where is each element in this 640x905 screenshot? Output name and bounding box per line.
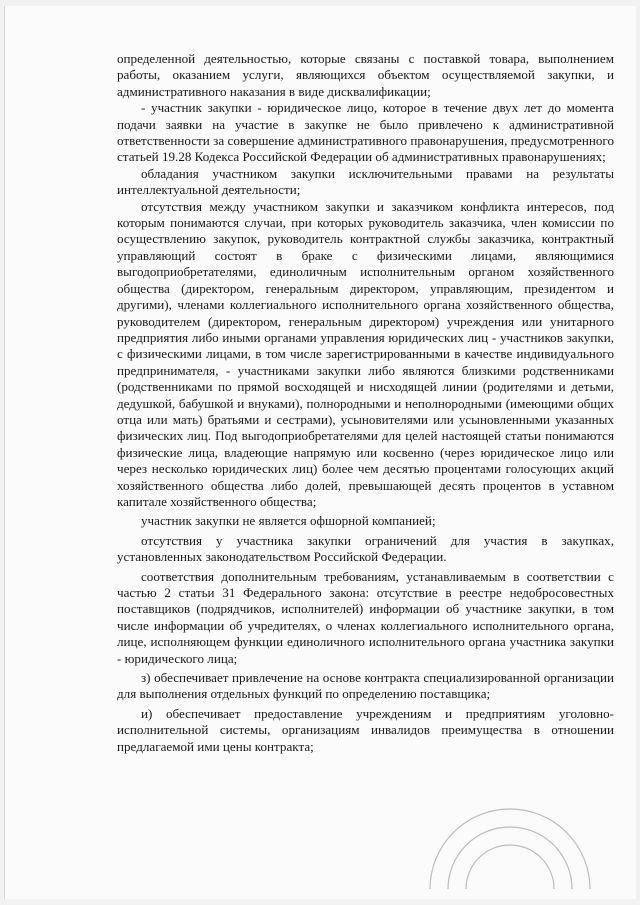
paragraph-3: обладания участником закупки исключительными правами на результаты интеллектуальной деятельности; [117,165,614,198]
paragraph-4: отсутствия между участником закупки и заказчиком конфликта интересов, под которым понимаются случаи, при которых руководитель заказчика, член комиссии по осуществлению закупок, руководитель контрактной службы заказчика, контрактный управляющий состоят в браке с физическими лицами, являющимися выгодоприобретателями, единоличным исполнительным органом хозяйственного общества (директором, генеральным директором, управляющим, президентом и другими), членами коллегиального исполнительного органа хозяйственного общества, руководителем (директором, генеральным директором) учреждения или унитарного предприятия либо иными органами управления юридических лиц - участников закупки, с физическими лицами, в том числе зарегистрированными в качестве индивидуального предпринимателя, - участниками закупки либо являются близкими родственниками (родственниками по прямой восходящей и нисходящей линии (родителями и детьми, дедушкой, бабушкой и внуками), полнородными и неполнородными (имеющими общих отца или мать) братьями и сестрами), усыновителями или усыновленными указанных физических лиц. Под выгодоприобретателями для целей настоящей статьи понимаются физические лица, владеющие напрямую или косвенно (через юридическое лицо или через несколько юридических лиц) более чем десятью процентами голосующих акций хозяйственного общества либо долей, превышающей десять процентов в уставном капитале хозяйственного общества; [117,198,614,509]
paragraph-8: з) обеспечивает привлечение на основе контракта специализированной организации для выполнения отдельных функций по определению поставщика; [117,670,614,702]
document-body [117,51,614,755]
paragraph-2: - участник закупки - юридическое лицо, которое в течение двух лет до момента подачи заявки на участие в закупке не было привлечено к административной ответственности за совершение административного правонарушения, предусмотренного статьей 19.28 Кодекса Российской Федерации об административных правонарушениях; [117,100,614,165]
paragraph-1: определенной деятельностью, которые связаны с поставкой товара, выполнением работы, оказанием услуги, являющихся объектом осуществляемой закупки, и административного наказания в виде дисквалификации; [117,51,614,99]
document-page [4,6,636,899]
paragraph-5: участник закупки не является офшорной компанией; [141,513,436,529]
paragraph-9: и) обеспечивает предоставление учреждениям и предприятиям уголовно-исполнительной системы, организациям инвалидов преимущества в отношении предлагаемой ими цены контракта; [117,705,614,754]
paragraph-6: отсутствия у участника закупки ограничений для участия в закупках, установленных законодательством Российской Федерации. [117,532,614,565]
seal-stamp-icon [420,801,600,891]
paragraph-7: соответствия дополнительным требованиям, устанавливаемым в соответствии с частью 2 статьи 31 Федерального закона: отсутствие в реестре недобросовестных поставщиков (подрядчиков, исполнителей) информации об участнике закупки, в том числе информации об учредителях, о членах коллегиального исполнительного органа, лице, исполняющем функции единоличного исполнительного органа участника закупки - юридического лица; [117,568,614,666]
